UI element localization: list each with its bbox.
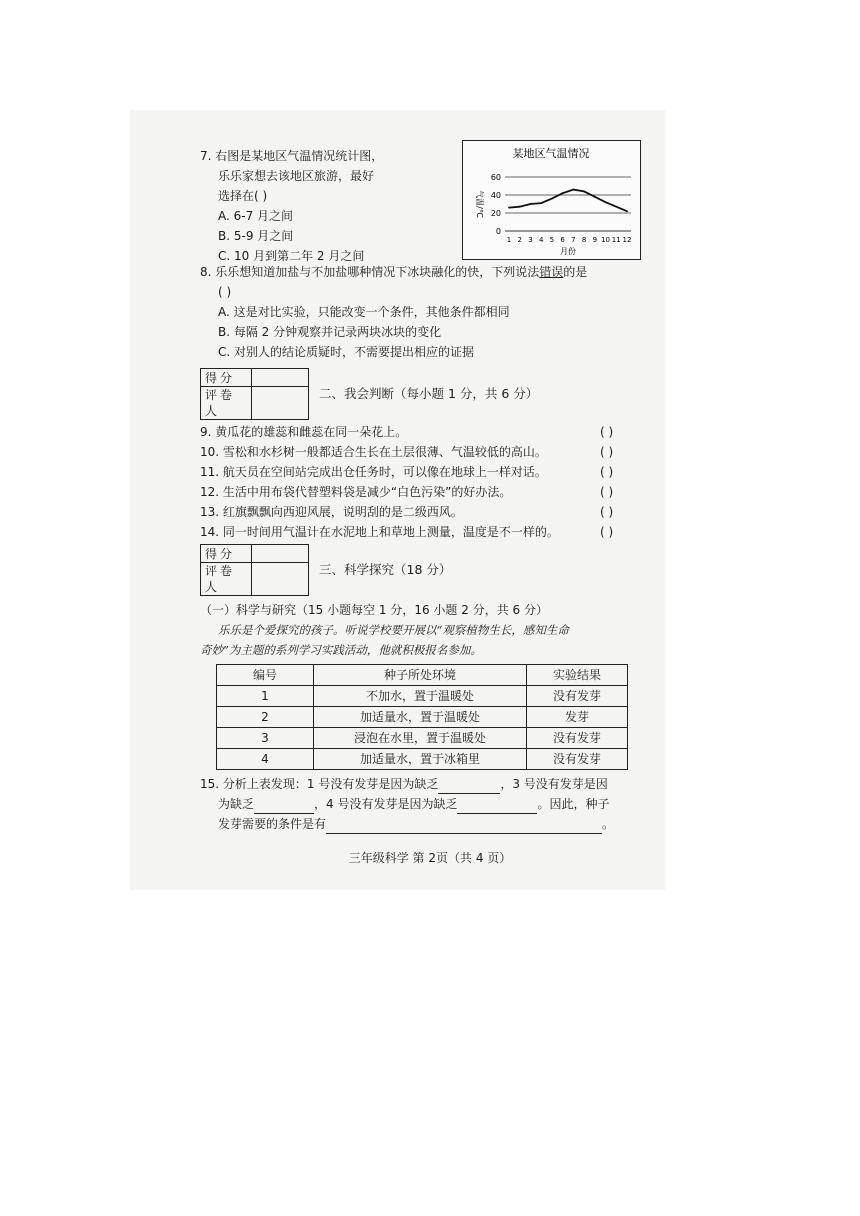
data-point	[540, 202, 542, 204]
table-row	[217, 749, 628, 770]
seed-experiment-table	[216, 664, 628, 770]
data-point	[572, 189, 574, 191]
q8-stem-emphasis: 错误	[539, 265, 564, 279]
data-point	[626, 210, 628, 212]
answer-paren[interactable]: ( )	[600, 445, 614, 459]
data-point	[530, 203, 532, 205]
score-field[interactable]	[252, 369, 309, 387]
table-header-row	[217, 665, 628, 686]
data-point	[508, 207, 510, 209]
q8-stem-text: 8. 乐乐想知道加盐与不加盐哪种情况下冰块融化的快，下列说法	[200, 265, 540, 279]
judge-item	[200, 502, 640, 522]
q7-option-c: C. 10 月到第二年 2 月之间	[218, 249, 365, 263]
y-tick-label: 0	[495, 227, 501, 236]
judge-text: 14. 同一时间用气温计在水泥地上和草地上测量，温度是不一样的。	[200, 525, 559, 539]
answer-blank[interactable]	[326, 819, 602, 834]
data-point	[551, 198, 553, 200]
data-point	[519, 206, 521, 208]
table-row	[217, 686, 628, 707]
judge-item	[200, 422, 640, 442]
answer-blank[interactable]	[438, 779, 500, 794]
q15-text: ，3 号没有发芽是因	[500, 777, 608, 791]
question-7	[200, 140, 660, 262]
judge-text: 10. 雪松和水杉树一般都适合生长在土层很薄、气温较低的高山。	[200, 445, 547, 459]
table-cell: 没有发芽	[527, 749, 628, 770]
x-tick-label: 5	[549, 236, 555, 244]
answer-paren[interactable]: ( )	[600, 485, 614, 499]
answer-paren[interactable]: ( )	[600, 465, 614, 479]
q15-line	[200, 814, 660, 834]
section2-title: 二、我会判断（每小题 1 分，共 6 分）	[319, 386, 539, 401]
x-axis-label: 月份	[560, 247, 576, 256]
table-cell: 加适量水，置于冰箱里	[314, 749, 527, 770]
table-cell: 浸泡在水里，置于温暖处	[314, 728, 527, 749]
score-field[interactable]	[252, 545, 309, 563]
section3-subheading: （一）科学与研究（15 小题每空 1 分，16 小题 2 分，共 6 分）	[200, 603, 548, 617]
data-point	[594, 196, 596, 198]
q7-option-a: A. 6-7 月之间	[218, 209, 294, 223]
judge-item	[200, 462, 640, 482]
table-cell: 发芽	[527, 707, 628, 728]
table-cell: 没有发芽	[527, 728, 628, 749]
judge-item	[200, 482, 640, 502]
q15-line	[200, 774, 660, 794]
q8-stem-suffix: 的是	[563, 265, 588, 279]
answer-paren[interactable]: ( )	[600, 425, 614, 439]
grader-field[interactable]	[252, 563, 309, 596]
x-tick-label: 9	[592, 236, 598, 244]
table-cell: 2	[217, 707, 314, 728]
x-tick-label: 10	[601, 236, 611, 244]
section3-title: 三、科学探究（18 分）	[319, 562, 452, 577]
q7-stem-line: 选择在( )	[218, 189, 268, 203]
judge-text: 11. 航天员在空间站完成出仓任务时，可以像在地球上一样对话。	[200, 465, 547, 479]
data-point	[583, 191, 585, 193]
grader-field[interactable]	[252, 387, 309, 420]
score-label: 得分	[201, 545, 252, 563]
judge-text: 13. 红旗飘飘向西迎风展，说明刮的是二级西风。	[200, 505, 463, 519]
data-point	[562, 192, 564, 194]
x-tick-label: 7	[571, 236, 576, 244]
table-cell: 3	[217, 728, 314, 749]
section3-header	[200, 544, 660, 596]
page-footer: 三年级科学 第 2页（共 4 页）	[348, 851, 512, 865]
q15-text: 。	[602, 817, 615, 831]
q8-option-a: A. 这是对比实验，只能改变一个条件，其他条件都相同	[218, 305, 510, 319]
table-cell: 1	[217, 686, 314, 707]
table-header: 实验结果	[527, 665, 628, 686]
table-row	[217, 707, 628, 728]
answer-blank[interactable]	[254, 799, 314, 814]
score-label: 得分	[201, 369, 252, 387]
answer-paren[interactable]: ( )	[600, 505, 614, 519]
answer-blank[interactable]	[457, 799, 537, 814]
judge-item	[200, 442, 640, 462]
q8-option-c: C. 对别人的结论质疑时，不需要提出相应的证据	[218, 345, 475, 359]
intro-line: 奇妙”为主题的系列学习实践活动，他就积极报名参加。	[200, 643, 482, 657]
table-cell: 不加水，置于温暖处	[314, 686, 527, 707]
x-tick-label: 11	[611, 236, 621, 244]
x-tick-label: 3	[528, 236, 533, 244]
table-header: 种子所处环境	[314, 665, 527, 686]
judge-text: 12. 生活中用布袋代替塑料袋是减少“白色污染”的好办法。	[200, 485, 512, 499]
judge-list	[200, 422, 660, 542]
y-axis-label: 气温/℃	[475, 190, 484, 218]
x-tick-label: 1	[506, 236, 512, 244]
q15-text: 为缺乏	[218, 797, 255, 811]
y-tick-label: 20	[490, 209, 501, 218]
q7-option-b: B. 5-9 月之间	[218, 229, 294, 243]
score-box	[200, 544, 309, 596]
question-15	[200, 774, 660, 834]
q15-line	[200, 794, 660, 814]
q15-text: 15. 分析上表发现：1 号没有发芽是因为缺乏	[200, 777, 439, 791]
judge-text: 9. 黄瓜花的雄蕊和雌蕊在同一朵花上。	[200, 425, 408, 439]
table-cell: 加适量水，置于温暖处	[314, 707, 527, 728]
x-tick-label: 12	[622, 236, 632, 244]
q15-text: ，4 号没有发芽是因为缺乏	[314, 797, 458, 811]
answer-paren[interactable]: ( )	[600, 525, 614, 539]
grader-label: 评卷人	[201, 563, 252, 596]
section2-header	[200, 368, 660, 420]
data-point	[605, 201, 607, 203]
grader-label: 评卷人	[201, 387, 252, 420]
temperature-chart	[462, 140, 641, 260]
table-row	[217, 728, 628, 749]
table-cell: 4	[217, 749, 314, 770]
x-tick-label: 6	[560, 236, 565, 244]
x-tick-label: 2	[517, 236, 522, 244]
table-cell: 没有发芽	[527, 686, 628, 707]
temperature-chart-svg	[463, 141, 640, 259]
q15-text: 发芽需要的条件是有	[218, 817, 327, 831]
y-tick-label: 40	[490, 191, 501, 200]
temperature-series-line	[509, 190, 627, 212]
q8-option-b: B. 每隔 2 分钟观察并记录两块冰块的变化	[218, 325, 442, 339]
q7-stem-line: 乐乐家想去该地区旅游，最好	[218, 169, 375, 183]
x-tick-label: 8	[581, 236, 587, 244]
score-box	[200, 368, 309, 420]
data-point	[615, 206, 617, 208]
x-tick-label: 4	[538, 236, 544, 244]
q15-text: 。因此，种子	[537, 797, 610, 811]
intro-line: 乐乐是个爱探究的孩子。听说学校要开展以“观察植物生长，感知生命	[218, 623, 569, 637]
judge-item	[200, 522, 640, 542]
table-header: 编号	[217, 665, 314, 686]
chart-title: 某地区气温情况	[512, 147, 590, 160]
q8-paren: ( )	[218, 285, 232, 299]
q7-stem-line: 7. 右图是某地区气温情况统计图，	[200, 149, 384, 163]
y-tick-label: 60	[490, 173, 501, 182]
exam-page	[200, 140, 660, 868]
